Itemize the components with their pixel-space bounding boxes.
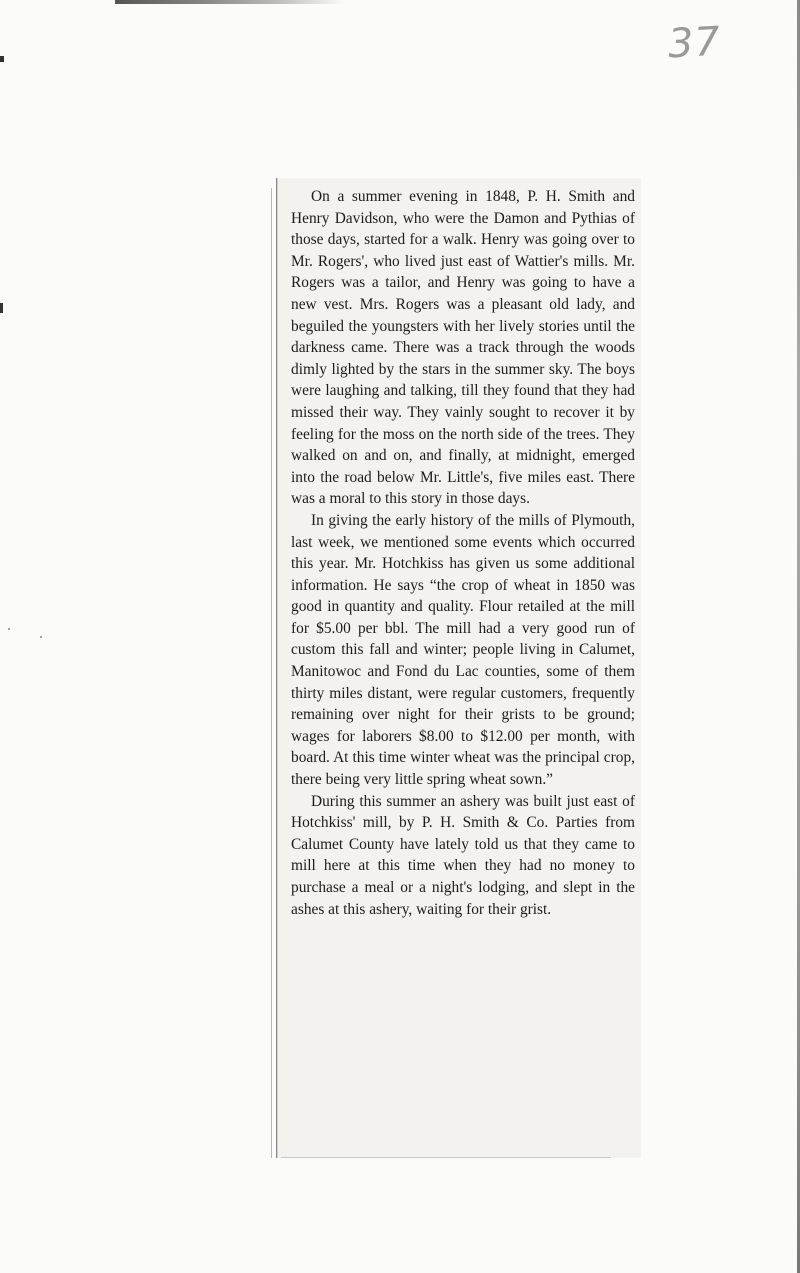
article-paragraph: On a summer evening in 1848, P. H. Smith and Henry Davidson, who were the Damon and Pythias of those days, started for a walk. Henry was going over to Mr. Rogers', who lived just east of Wattier's mills. Mr. Rogers was a tailor, and Henry was going to have a new vest. Mrs. Rogers was a pleasant old lady, and beguiled the youngsters with her lively stories until the darkness came. There was a track through the woods dimly lighted by the stars in the summer sky. The boys were laughing and talking, till they found that they had missed their way. They vainly sought to recover it by feeling for the moss on the north side of the trees. They walked on and on, and finally, at midnight, emerged into the road below Mr. Little's, five miles east. There was a moral to this story in those days.	[291, 188, 635, 508]
page-top-edge	[115, 0, 345, 4]
paper-speck	[8, 628, 10, 630]
article-column	[291, 186, 635, 920]
article-paragraph: During this summer an ashery was built just east of Hotchkiss' mill, by P. H. Smith & Co. Parties from Calumet County have lately told us that they came to mill here at this time when they had no money to purchase a meal or a night's lodging, and slept in the ashes at this ashery, waiting for their grist.	[291, 792, 635, 918]
paper-speck	[40, 636, 42, 638]
article-paragraph: In giving the early history of the mills of Plymouth, last week, we mentioned some events which occurred this year. Mr. Hotchkiss has given us some additional information. He says “the crop of wheat in 1850 was good in quantity and quality. Flour retailed at the mill for $5.00 per bbl. The mill had a very good run of custom this fall and winter; people living in Calumet, Manitowoc and Fond du Lac counties, some of them thirty miles distant, were regular customers, frequently remaining over night for their grists to be ground; wages for laborers $8.00 to $12.00 per month, with board. At this time winter wheat was the principal crop, there being very little spring wheat sown.”	[291, 511, 635, 789]
binding-mark	[0, 303, 3, 313]
newspaper-clipping	[276, 178, 641, 1158]
binding-mark	[0, 56, 4, 62]
clipping-bottom-edge	[281, 1157, 611, 1158]
handwritten-page-number: 37	[666, 18, 723, 68]
